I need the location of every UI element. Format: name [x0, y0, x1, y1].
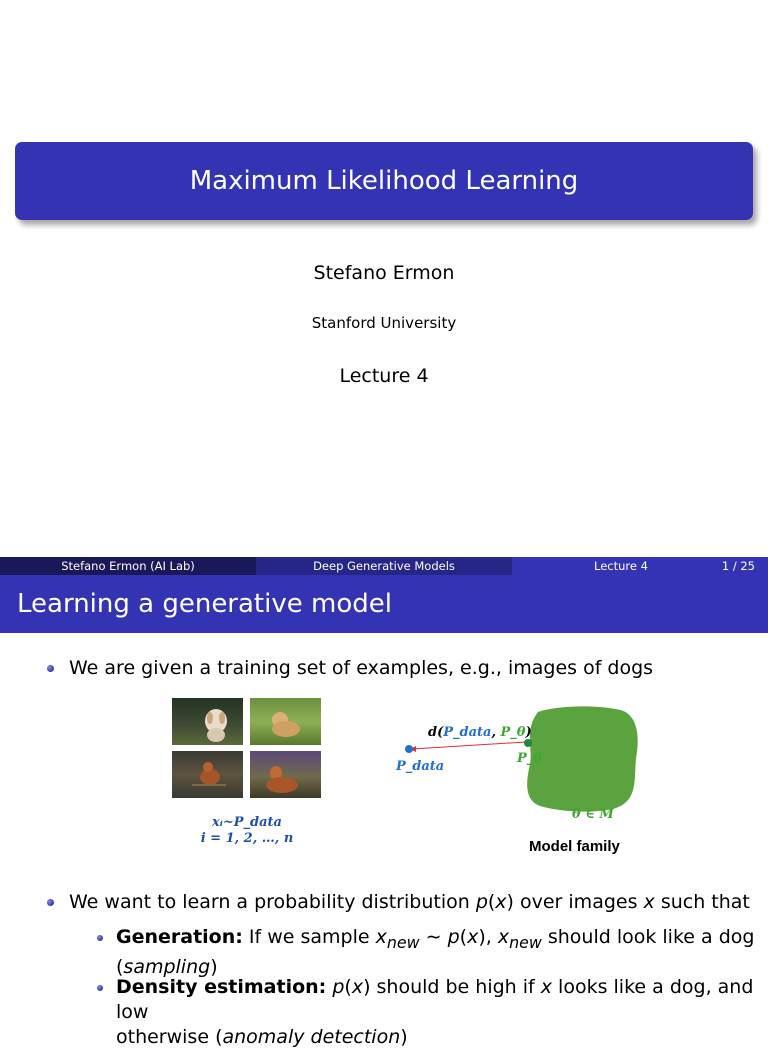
- dog-image-1: [172, 698, 243, 745]
- lecture-label: Lecture 4: [339, 365, 429, 387]
- distance-label: d(P_data, P_θ): [428, 725, 532, 740]
- pdata-label: P_data: [396, 759, 445, 774]
- sub-bullet-density: Density estimation: p(x) should be high if x looks like a dog, and low otherwise (anomaly detection): [116, 975, 756, 1050]
- sample-notation: xᵢ~P_data: [212, 815, 282, 830]
- bullet-item: [69, 890, 750, 915]
- footer-title: Deep Generative Models: [256, 557, 512, 575]
- pdata-point: [405, 745, 413, 753]
- footer-author: Stefano Ermon (AI Lab): [0, 557, 256, 575]
- dog-photo-icon: [172, 751, 243, 798]
- dog-image-4: [250, 751, 321, 798]
- frame-title-bar: [0, 575, 768, 633]
- distance-arrow: [412, 742, 526, 749]
- sub-bullet-generation: Generation: If we sample $x_{new}$ ∼ p(x), $x_{new}$ should look like a dog (sampling): [116, 925, 756, 980]
- slide-footer: [0, 557, 768, 575]
- dog-photo-icon: [250, 698, 321, 745]
- presentation-title-box: [15, 142, 753, 220]
- sub-bullet-icon: [97, 985, 103, 991]
- index-notation: i = 1, 2, …, n: [200, 831, 294, 846]
- institute-name: Stanford University: [311, 314, 457, 332]
- bullet-item: [69, 656, 653, 681]
- bullet-text: We want to learn a probability distribution p(x) over images x such that: [69, 891, 750, 913]
- dog-image-2: [250, 698, 321, 745]
- author-name: Stefano Ermon: [313, 262, 455, 284]
- bullet-icon: [47, 899, 54, 906]
- model-family-blob: [527, 706, 638, 811]
- bullet-icon: [47, 665, 54, 672]
- theta-label: θ ∈ M: [572, 807, 614, 822]
- ptheta-point: [524, 739, 532, 747]
- sub-bullet-icon: [97, 935, 103, 941]
- presentation-title: Maximum Likelihood Learning: [189, 166, 579, 196]
- bullet-text: We are given a training set of examples, e.g., images of dogs: [69, 657, 654, 679]
- frame-title: Learning a generative model: [17, 589, 392, 619]
- dog-photo-icon: [250, 751, 321, 798]
- footer-info: [512, 557, 768, 575]
- footer-page-number: 1 / 25: [721, 559, 755, 573]
- ptheta-label: P_θ: [517, 751, 542, 766]
- dog-image-3: [172, 751, 243, 798]
- footer-lecture: Lecture 4: [594, 559, 648, 573]
- model-family-label: Model family: [529, 838, 620, 855]
- dog-photo-icon: [172, 698, 243, 745]
